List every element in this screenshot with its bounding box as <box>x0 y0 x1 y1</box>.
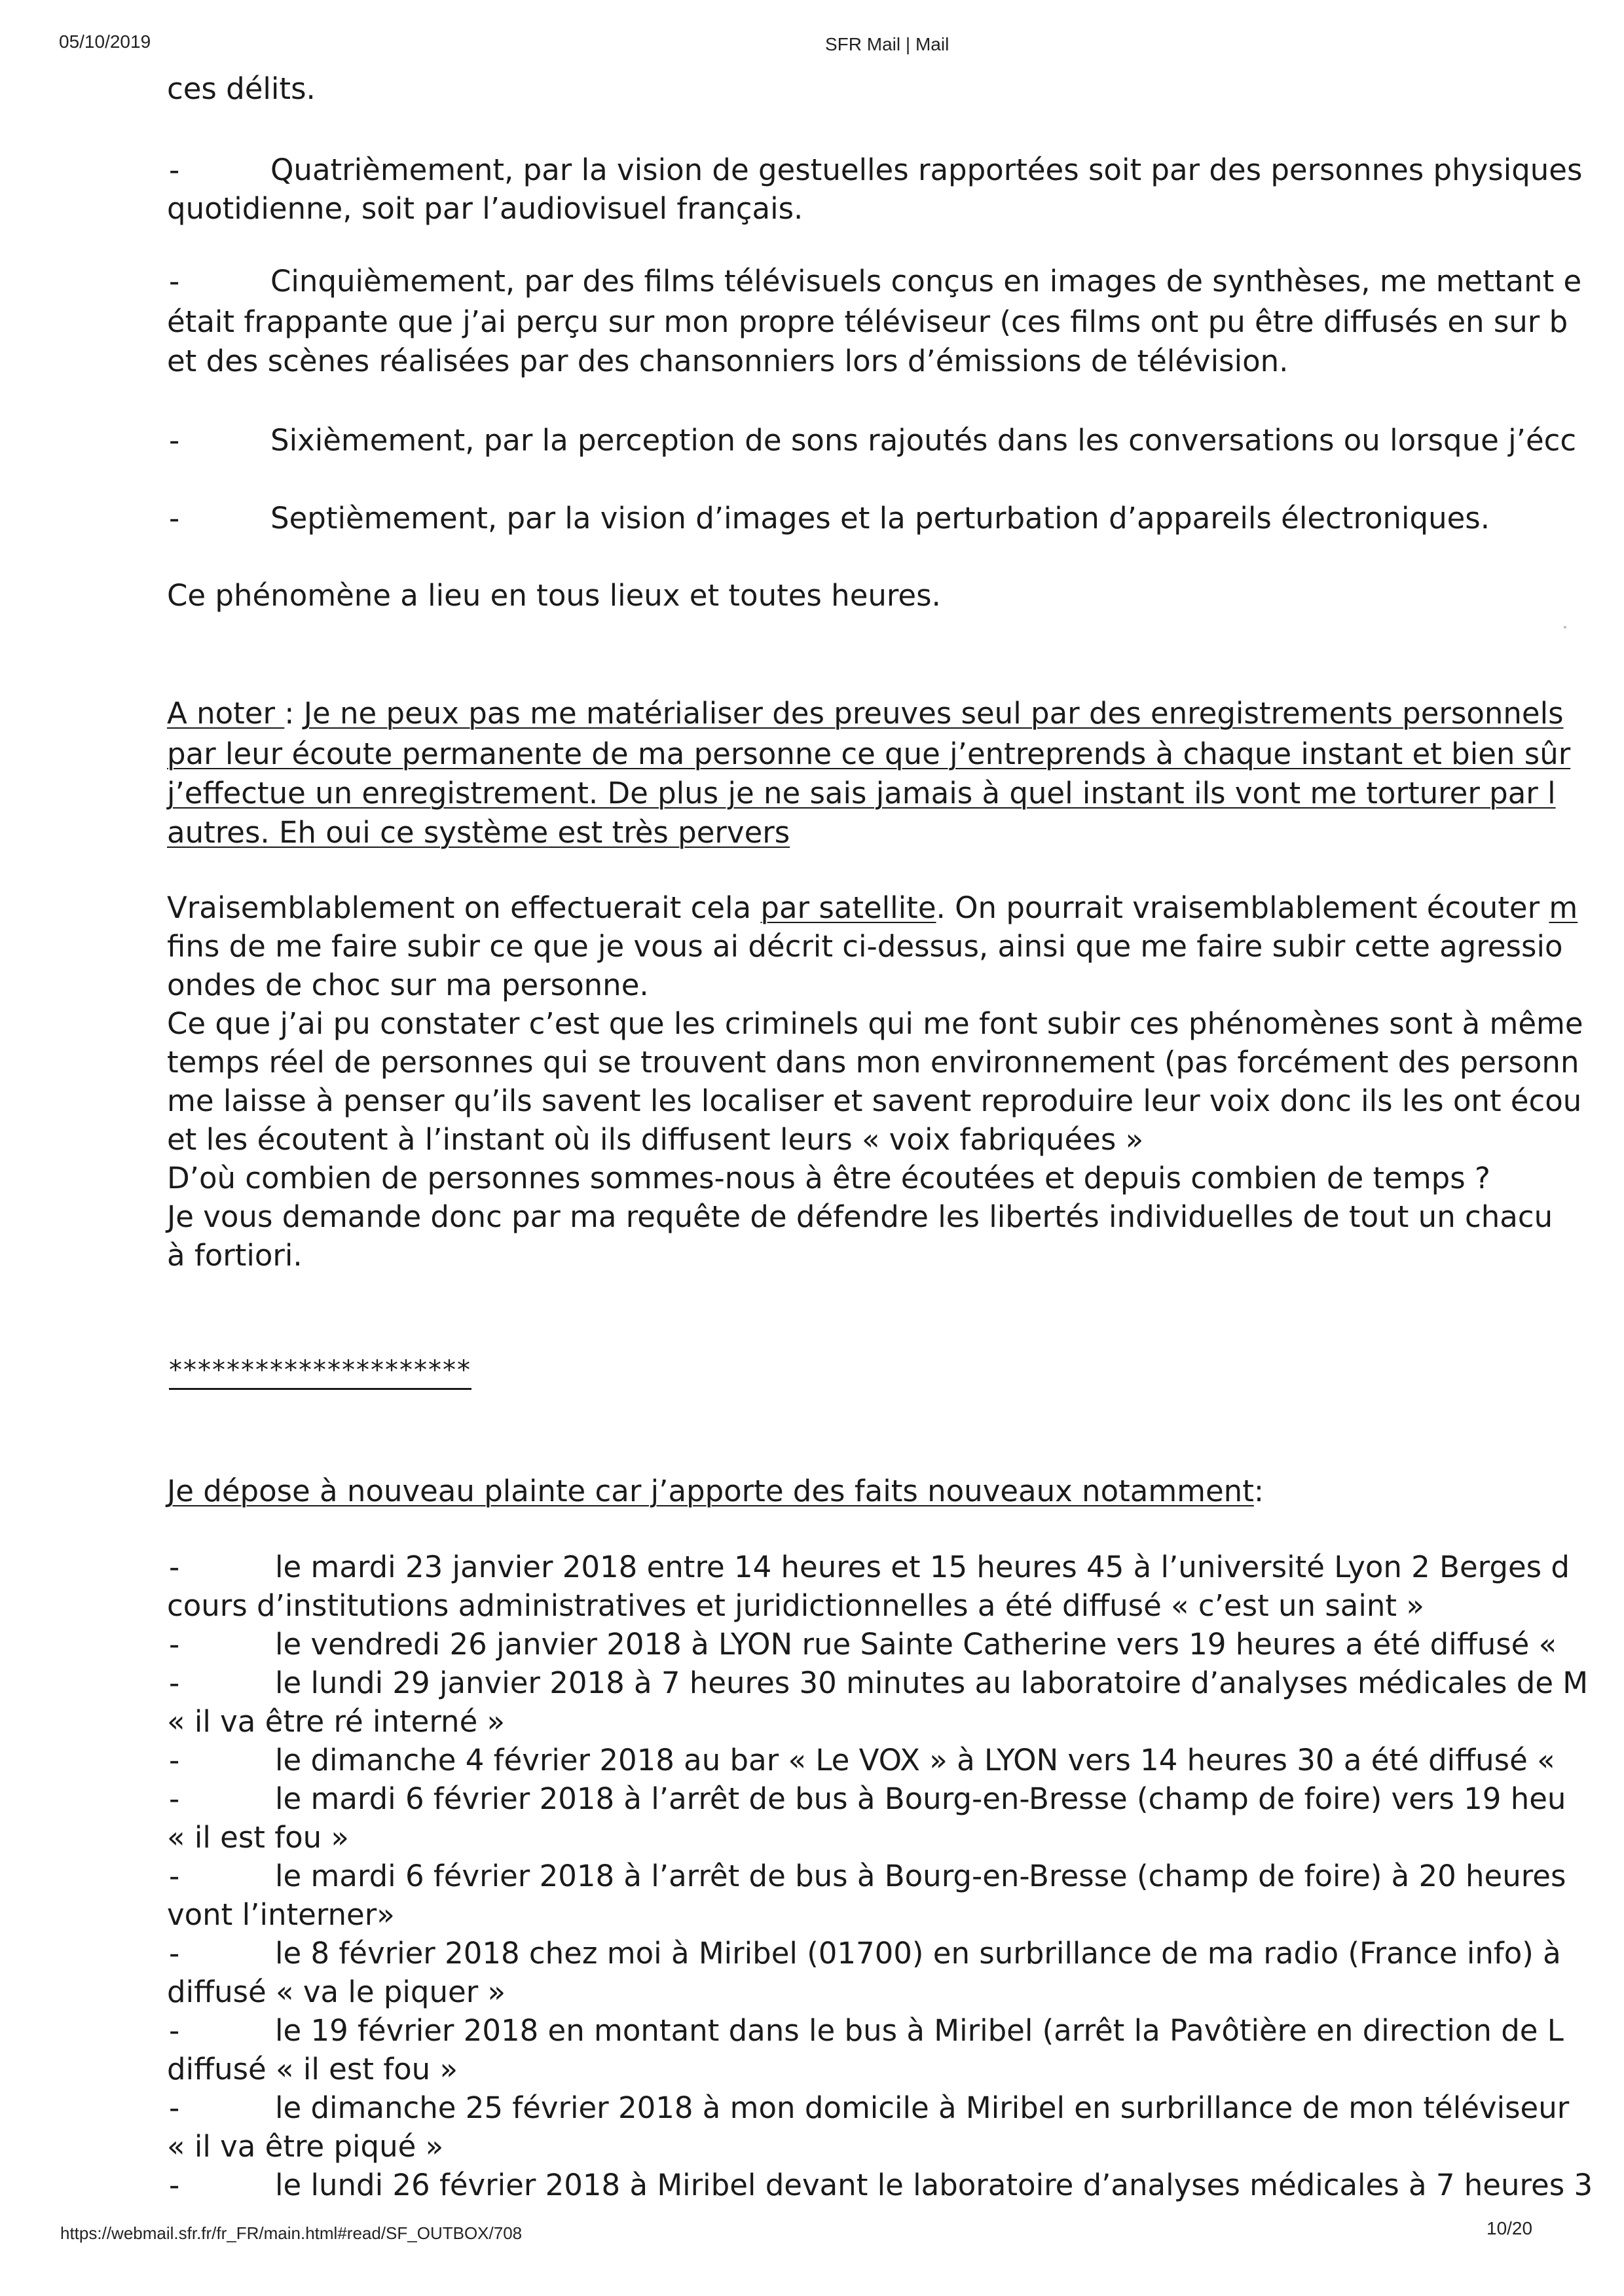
section-heading-text: Je dépose à nouveau plainte car j’apporte des faits nouveaux notamment <box>167 1474 1254 1508</box>
section-heading <box>167 1473 1264 1510</box>
text-segment: Vraisemblablement on effectuerait cela <box>167 890 761 925</box>
bullet-dash: - <box>169 423 180 458</box>
list-item-line: Cinquièmement, par des films télévisuels conçus en images de synthèses, me mettant e <box>270 264 1582 299</box>
bullet-dash: - <box>169 2090 180 2125</box>
note-label: A noter <box>167 696 285 731</box>
note-colon: : <box>284 696 304 731</box>
note-text: Je ne peux pas me matérialiser des preuves seul par des enregistrements personnels <box>303 696 1564 731</box>
paragraph-line <box>167 890 1578 926</box>
paragraph-line: Ce phénomène a lieu en tous lieux et toutes heures. <box>167 578 941 613</box>
bullet-dash: - <box>169 1627 180 1662</box>
list-item-line: et des scènes réalisées par des chansonniers lors d’émissions de télévision. <box>167 344 1289 378</box>
fact-line: diffusé « va le piquer » <box>167 1975 506 2009</box>
print-url: https://webmail.sfr.fr/fr_FR/main.html#read/SF_OUTBOX/708 <box>60 2223 523 2243</box>
paragraph-line: fins de me faire subir ce que je vous ai décrit ci-dessus, ainsi que me faire subir cette agressio <box>167 929 1563 964</box>
paragraph-line: me laisse à penser qu’ils savent les localiser et savent reproduire leur voix donc ils les ont écou <box>167 1084 1582 1118</box>
bullet-dash: - <box>169 2013 180 2048</box>
fact-line: le mardi 23 janvier 2018 entre 14 heures et 15 heures 45 à l’université Lyon 2 Berges d <box>275 1550 1570 1584</box>
section-heading-colon: : <box>1253 1474 1264 1508</box>
bullet-dash: - <box>169 1781 180 1816</box>
fact-line: le lundi 29 janvier 2018 à 7 heures 30 minutes au laboratoire d’analyses médicales de M <box>275 1666 1589 1700</box>
fact-line: le 19 février 2018 en montant dans le bus à Miribel (arrêt la Pavôtière en direction de L <box>275 2013 1564 2048</box>
paragraph-line: ondes de choc sur ma personne. <box>167 968 649 1002</box>
bullet-dash: - <box>169 1936 180 1971</box>
fact-line: le dimanche 25 février 2018 à mon domicile à Miribel en surbrillance de mon téléviseur <box>275 2090 1570 2125</box>
fact-line: le lundi 26 février 2018 à Miribel devant le laboratoire d’analyses médicales à 7 heures 3 <box>275 2168 1593 2202</box>
bullet-dash: - <box>169 2168 180 2202</box>
paragraph-line: ces délits. <box>167 71 316 106</box>
print-date: 05/10/2019 <box>59 31 151 52</box>
fact-line: « il est fou » <box>167 1820 349 1855</box>
note-line: j’effectue un enregistrement. De plus je ne sais jamais à quel instant ils vont me torturer par l <box>167 776 1556 811</box>
list-item-line: était frappante que j’ai perçu sur mon propre téléviseur (ces films ont pu être diffusés en sur b <box>167 304 1568 339</box>
fact-line: le mardi 6 février 2018 à l’arrêt de bus à Bourg-en-Bresse (champ de foire) vers 19 heu <box>275 1781 1566 1816</box>
fact-line: le mardi 6 février 2018 à l’arrêt de bus à Bourg-en-Bresse (champ de foire) à 20 heures <box>275 1859 1566 1893</box>
list-item-line: Septièmement, par la vision d’images et la perturbation d’appareils électroniques. <box>270 501 1490 536</box>
scan-speck <box>1564 626 1566 629</box>
note-line: autres. Eh oui ce système est très pervers <box>167 815 790 850</box>
paragraph-line: Ce que j’ai pu constater c’est que les criminels qui me font subir ces phénomènes sont à même <box>167 1006 1583 1041</box>
paragraph-line: temps réel de personnes qui se trouvent dans mon environnement (pas forcément des personn <box>167 1045 1579 1080</box>
bullet-dash: - <box>169 501 180 536</box>
fact-line: « il va être ré interné » <box>167 1704 506 1739</box>
fact-line: diffusé « il est fou » <box>167 2052 458 2086</box>
list-item-line: Sixièmement, par la perception de sons rajoutés dans les conversations ou lorsque j’écc <box>270 423 1577 458</box>
underlined-phrase: par satellite <box>760 890 936 925</box>
bullet-dash: - <box>169 264 180 299</box>
separator-stars: ********************* <box>169 1355 471 1390</box>
bullet-dash: - <box>169 1550 180 1584</box>
fact-line: vont l’interner» <box>167 1897 395 1932</box>
print-page-title: SFR Mail | Mail <box>825 34 950 54</box>
text-segment: . On pourrait vraisemblablement écouter <box>936 890 1549 925</box>
underlined-fragment: m <box>1549 890 1578 925</box>
paragraph-line: D’où combien de personnes sommes-nous à être écoutées et depuis combien de temps ? <box>167 1161 1490 1195</box>
paragraph-line: et les écoutent à l’instant où ils diffusent leurs « voix fabriquées » <box>167 1122 1144 1157</box>
bullet-dash: - <box>169 153 180 187</box>
note-line <box>167 695 1564 732</box>
list-item-line: Quatrièmement, par la vision de gestuelles rapportées soit par des personnes physiques <box>270 153 1583 187</box>
bullet-dash: - <box>169 1743 180 1777</box>
paragraph-line: Je vous demande donc par ma requête de défendre les libertés individuelles de tout un chacu <box>167 1199 1553 1234</box>
bullet-dash: - <box>169 1859 180 1893</box>
fact-line: le 8 février 2018 chez moi à Miribel (01700) en surbrillance de ma radio (France info) à <box>275 1936 1561 1971</box>
fact-line: cours d’institutions administratives et juridictionnelles a été diffusé « c’est un saint » <box>167 1588 1424 1623</box>
paragraph-line: à fortiori. <box>167 1238 303 1273</box>
fact-line: le vendredi 26 janvier 2018 à LYON rue Sainte Catherine vers 19 heures a été diffusé « <box>275 1627 1557 1662</box>
bullet-dash: - <box>169 1666 180 1700</box>
fact-line: « il va être piqué » <box>167 2129 444 2164</box>
note-line: par leur écoute permanente de ma personne ce que j’entreprends à chaque instant et bien sûr <box>167 737 1571 771</box>
page-number: 10/20 <box>1486 2218 1533 2238</box>
list-item-line: quotidienne, soit par l’audiovisuel français. <box>167 191 803 226</box>
fact-line: le dimanche 4 février 2018 au bar « Le VOX » à LYON vers 14 heures 30 a été diffusé « <box>275 1743 1555 1777</box>
